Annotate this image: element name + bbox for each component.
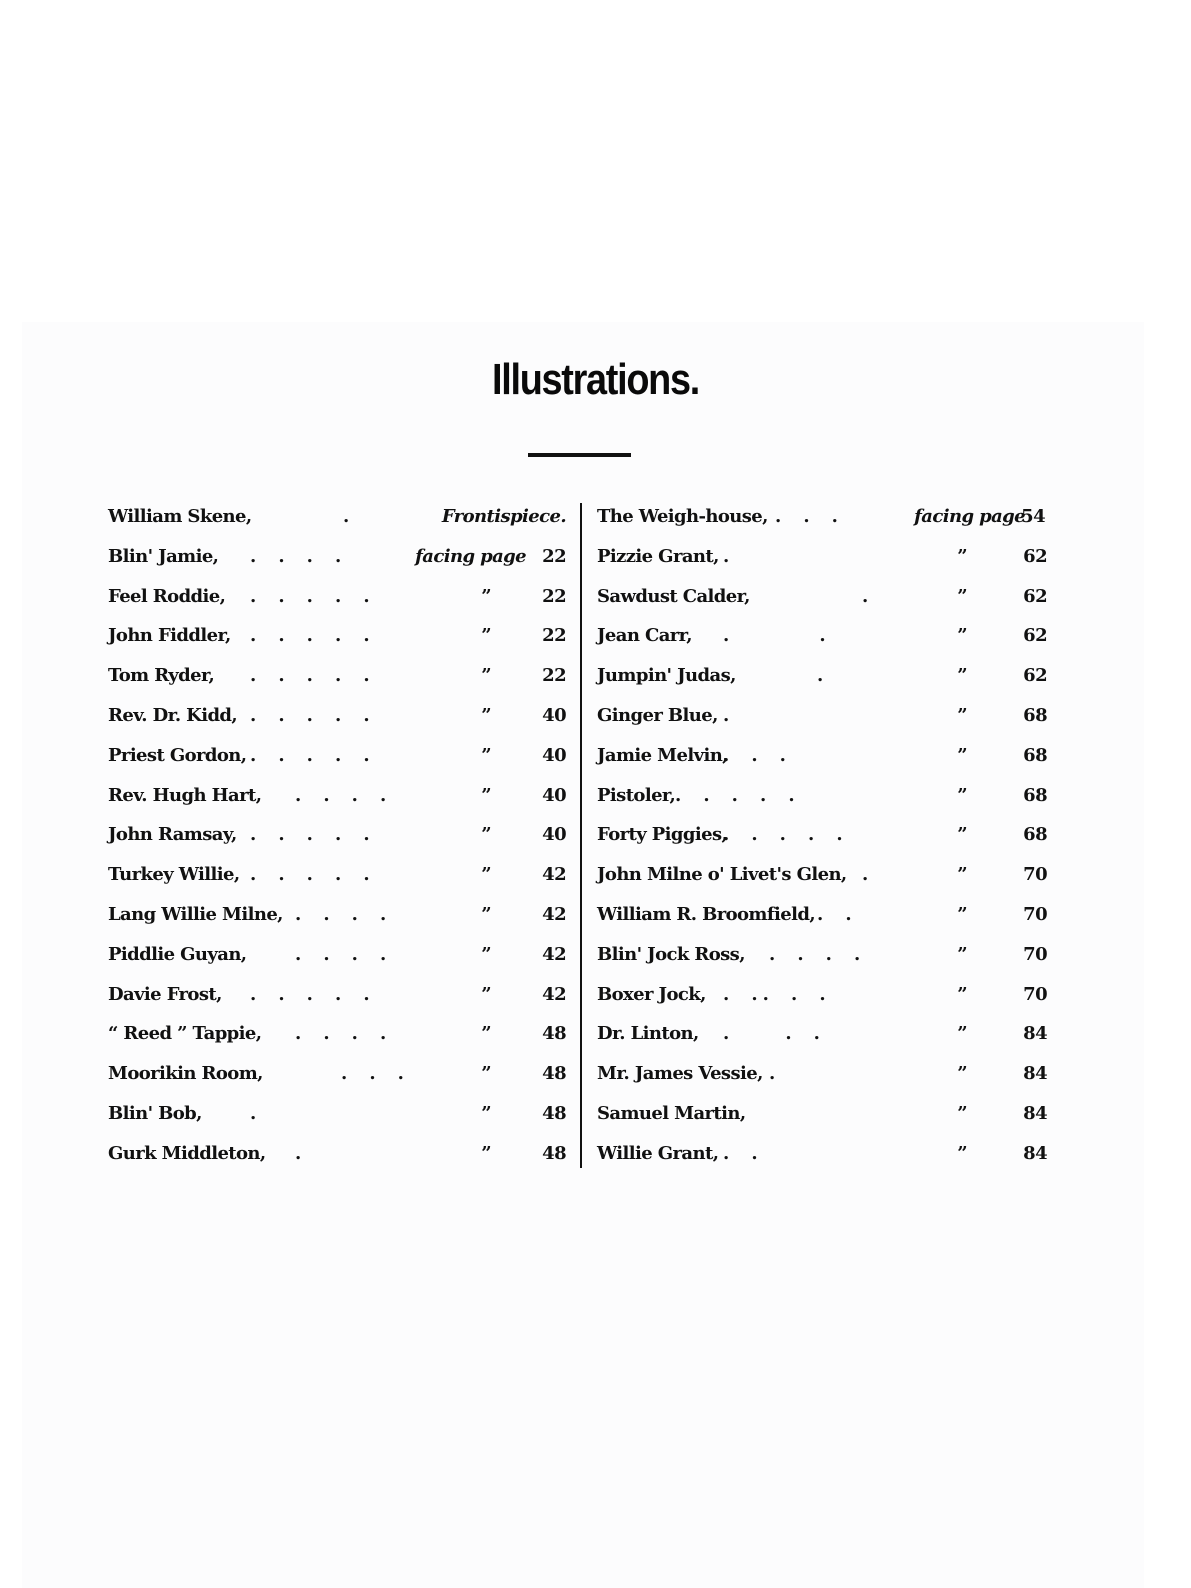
dot-leader: . . . <box>775 506 838 527</box>
illustration-reference: ” <box>481 1102 491 1124</box>
illustration-reference: ” <box>957 864 967 886</box>
page-number: 68 <box>1023 704 1047 726</box>
page-number: 62 <box>1023 625 1047 647</box>
dot-leader: . <box>862 864 868 886</box>
illustration-reference: ” <box>957 903 967 925</box>
illustration-reference: facing page <box>914 506 1025 527</box>
illustration-entry <box>108 621 566 661</box>
illustration-name: Rev. Dr. Kidd, <box>108 704 238 726</box>
illustration-name: Forty Piggies, <box>597 824 728 846</box>
page-number: 42 <box>542 864 566 886</box>
dot-leader: . <box>723 545 729 567</box>
illustrations-list-left <box>108 502 566 1179</box>
illustration-reference: ” <box>481 704 491 726</box>
illustration-entry <box>108 860 566 900</box>
dot-leader: . . . <box>723 744 786 766</box>
illustration-name: Rev. Hugh Hart, <box>108 784 262 806</box>
illustration-entry <box>597 701 1053 741</box>
dot-leader: . . . . . <box>250 744 369 766</box>
dot-leader: . . . . . <box>250 824 369 846</box>
dot-leader: . <box>817 665 823 687</box>
illustration-name: Tom Ryder, <box>108 665 215 687</box>
illustration-reference: ” <box>957 545 967 567</box>
illustration-entry <box>597 1099 1053 1139</box>
page-number: 70 <box>1023 903 1047 925</box>
illustration-entry <box>597 900 1053 940</box>
illustration-entry <box>597 621 1053 661</box>
illustration-entry <box>108 661 566 701</box>
illustration-name: Blin' Jock Ross, <box>597 943 745 965</box>
illustration-name: Willie Grant, <box>597 1142 719 1164</box>
page-number: 84 <box>1023 1102 1047 1124</box>
dot-leader: . <box>862 585 868 607</box>
illustration-entry <box>597 781 1053 821</box>
illustration-reference: ” <box>957 824 967 846</box>
illustration-name: John Milne o' Livet's Glen, <box>597 864 847 886</box>
illustration-reference: ” <box>957 704 967 726</box>
illustration-reference: ” <box>481 864 491 886</box>
page-number: 42 <box>542 983 566 1005</box>
illustration-entry <box>108 1019 566 1059</box>
dot-leader: . . . . . <box>250 585 369 607</box>
page-number: 54 <box>1021 506 1045 527</box>
dot-leader: . . . <box>723 1023 820 1045</box>
illustration-entry <box>597 1019 1053 1059</box>
illustration-reference: ” <box>957 1102 967 1124</box>
illustration-entry <box>108 1139 566 1179</box>
illustration-reference: ” <box>481 824 491 846</box>
illustration-name: Lang Willie Milne, <box>108 903 283 925</box>
illustration-entry <box>597 661 1053 701</box>
illustration-reference: facing page <box>415 545 526 567</box>
page-number: 62 <box>1023 585 1047 607</box>
page-number: 70 <box>1023 943 1047 965</box>
dot-leader: . . . <box>341 1063 404 1085</box>
dot-leader: . . . . . <box>723 983 825 1005</box>
dot-leader: . <box>250 1102 256 1124</box>
illustration-entry <box>597 860 1053 900</box>
illustration-reference: ” <box>481 744 491 766</box>
illustration-reference: ” <box>957 1142 967 1164</box>
illustration-reference: ” <box>957 983 967 1005</box>
illustration-name: Blin' Bob, <box>108 1102 202 1124</box>
illustration-name: The Weigh-house, <box>597 506 768 527</box>
illustration-entry <box>597 741 1053 781</box>
illustration-reference: ” <box>481 625 491 647</box>
illustration-reference: Frontispiece. <box>441 506 566 527</box>
illustration-entry <box>597 980 1053 1020</box>
dot-leader: . . <box>723 625 825 647</box>
illustration-entry <box>108 1099 566 1139</box>
page-number: 68 <box>1023 744 1047 766</box>
illustration-name: William R. Broomfield, <box>597 903 815 925</box>
illustration-name: Sawdust Calder, <box>597 585 750 607</box>
illustration-reference: ” <box>957 784 967 806</box>
page-number: 48 <box>542 1023 566 1045</box>
illustration-reference: ” <box>481 784 491 806</box>
illustration-name: Dr. Linton, <box>597 1023 699 1045</box>
illustration-entry <box>108 900 566 940</box>
illustration-entry <box>108 741 566 781</box>
dot-leader: . <box>343 506 349 527</box>
illustration-name: William Skene, <box>108 506 252 527</box>
illustration-name: John Fiddler, <box>108 625 231 647</box>
page-number: 22 <box>542 665 566 687</box>
page-number: 70 <box>1023 983 1047 1005</box>
illustration-name: Jean Carr, <box>597 625 692 647</box>
page-number: 40 <box>542 784 566 806</box>
page-number: 22 <box>542 625 566 647</box>
illustration-entry <box>108 701 566 741</box>
column-divider <box>580 503 582 1168</box>
dot-leader: . . . . . <box>250 625 369 647</box>
illustration-name: Moorikin Room, <box>108 1063 263 1085</box>
page-number: 40 <box>542 744 566 766</box>
illustration-name: Turkey Willie, <box>108 864 240 886</box>
illustration-reference: ” <box>481 983 491 1005</box>
illustration-entry <box>597 542 1053 582</box>
page-number: 22 <box>542 545 566 567</box>
illustration-entry <box>108 781 566 821</box>
illustration-name: Boxer Jock, <box>597 983 706 1005</box>
illustration-name: Jamie Melvin, <box>597 744 728 766</box>
dot-leader: . . . . <box>295 1023 386 1045</box>
page-number: 84 <box>1023 1023 1047 1045</box>
illustration-entry <box>108 542 566 582</box>
page-number: 42 <box>542 903 566 925</box>
illustration-reference: ” <box>481 903 491 925</box>
illustration-entry <box>108 1059 566 1099</box>
illustration-name: Blin' Jamie, <box>108 545 219 567</box>
page-number: 22 <box>542 585 566 607</box>
title-rule <box>528 453 631 457</box>
page-number: 70 <box>1023 864 1047 886</box>
illustration-reference: ” <box>481 1023 491 1045</box>
illustration-name: Piddlie Guyan, <box>108 943 247 965</box>
dot-leader: . . <box>817 903 851 925</box>
dot-leader: . . . . . <box>250 665 369 687</box>
illustration-reference: ” <box>957 625 967 647</box>
page-number: 62 <box>1023 545 1047 567</box>
illustration-entry <box>597 820 1053 860</box>
illustration-name: Feel Roddie, <box>108 585 226 607</box>
page-number: 48 <box>542 1063 566 1085</box>
illustration-entry <box>108 502 566 542</box>
page-number: 84 <box>1023 1063 1047 1085</box>
page-number: 40 <box>542 704 566 726</box>
dot-leader: . . . . . <box>250 864 369 886</box>
illustration-entry <box>597 1059 1053 1099</box>
page-number: 48 <box>542 1102 566 1124</box>
page-number: 42 <box>542 943 566 965</box>
illustration-name: Gurk Middleton, <box>108 1142 266 1164</box>
dot-leader: . <box>769 1063 775 1085</box>
illustration-reference: ” <box>481 943 491 965</box>
page-number: 68 <box>1023 784 1047 806</box>
illustration-reference: ” <box>957 1063 967 1085</box>
page-number: 68 <box>1023 824 1047 846</box>
illustrations-list-right <box>597 502 1053 1179</box>
dot-leader: . . . . . <box>250 983 369 1005</box>
dot-leader: . <box>295 1142 301 1164</box>
dot-leader: . . . . <box>769 943 860 965</box>
page-number: 40 <box>542 824 566 846</box>
illustration-name: Jumpin' Judas, <box>597 665 736 687</box>
illustration-entry <box>597 582 1053 622</box>
dot-leader: . . . . <box>295 943 386 965</box>
dot-leader: . . <box>723 1142 757 1164</box>
page-number: 84 <box>1023 1142 1047 1164</box>
illustration-reference: ” <box>481 1142 491 1164</box>
page-number: 48 <box>542 1142 566 1164</box>
illustration-reference: ” <box>957 1023 967 1045</box>
illustration-name: “ Reed ” Tappie, <box>108 1023 262 1045</box>
illustration-name: Priest Gordon, <box>108 744 247 766</box>
illustration-name: Ginger Blue, <box>597 704 718 726</box>
illustration-reference: ” <box>481 665 491 687</box>
illustration-reference: ” <box>481 1063 491 1085</box>
illustration-reference: ” <box>957 665 967 687</box>
illustration-entry <box>597 1139 1053 1179</box>
illustration-name: Samuel Martin, <box>597 1102 746 1124</box>
illustration-entry <box>108 940 566 980</box>
dot-leader: . . . . <box>250 545 341 567</box>
illustration-name: John Ramsay, <box>108 824 237 846</box>
page-title: Illustrations. <box>492 355 699 404</box>
dot-leader: . . . . <box>295 903 386 925</box>
illustration-name: Pizzie Grant, <box>597 545 719 567</box>
dot-leader: . . . . . <box>675 784 794 806</box>
illustration-reference: ” <box>957 585 967 607</box>
dot-leader: . . . . . <box>250 704 369 726</box>
illustration-entry <box>108 980 566 1020</box>
illustration-reference: ” <box>481 585 491 607</box>
illustration-reference: ” <box>957 744 967 766</box>
illustration-name: Pistoler, <box>597 784 676 806</box>
illustration-entry <box>597 940 1053 980</box>
illustration-name: Mr. James Vessie, <box>597 1063 763 1085</box>
illustration-entry <box>108 582 566 622</box>
illustration-entry <box>108 820 566 860</box>
illustration-reference: ” <box>957 943 967 965</box>
illustration-entry <box>597 502 1053 542</box>
dot-leader: . . . . <box>295 784 386 806</box>
dot-leader: . <box>723 704 729 726</box>
dot-leader: . . . . . <box>723 824 842 846</box>
page-number: 62 <box>1023 665 1047 687</box>
illustration-name: Davie Frost, <box>108 983 222 1005</box>
